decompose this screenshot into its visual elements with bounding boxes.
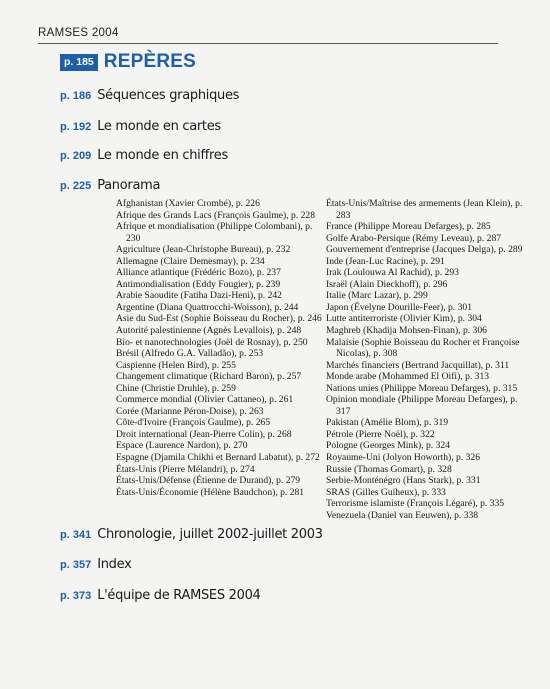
- toc-label: Index: [97, 557, 132, 572]
- panorama-entry[interactable]: Royaume-Uni (Jolyon Howorth), p. 326: [326, 452, 481, 464]
- panorama-entry[interactable]: États-Unis/Défense (Étienne de Durand), p. 279: [116, 475, 301, 487]
- toc-entry-index[interactable]: [60, 557, 131, 572]
- panorama-entry[interactable]: Russie (Thomas Gomart), p. 328: [326, 463, 452, 475]
- panorama-list-left: [116, 198, 326, 498]
- toc-page-number: p. 373: [60, 590, 92, 602]
- panorama-entry[interactable]: Bio- et nanotechnologies (Joël de Rosnay), p. 250: [116, 336, 308, 348]
- panorama-entry[interactable]: Inde (Jean-Luc Racine), p. 291: [326, 255, 445, 267]
- panorama-entry[interactable]: Antimondialisation (Eddy Fougier), p. 239: [116, 278, 281, 290]
- section-title: [60, 51, 196, 73]
- panorama-entry[interactable]: Agriculture (Jean-Christophe Bureau), p. 232: [116, 244, 291, 256]
- panorama-entry[interactable]: Chine (Christie Druhle), p. 259: [116, 382, 236, 394]
- panorama-entry[interactable]: Serbie-Monténégro (Hans Stark), p. 331: [326, 475, 481, 487]
- header-rule: [38, 43, 498, 44]
- toc-page-number: p. 192: [60, 121, 92, 133]
- panorama-entry[interactable]: Asie du Sud-Est (Sophie Boisseau du Rocher), p. 246: [116, 313, 322, 325]
- toc-label: Le monde en chiffres: [97, 148, 228, 163]
- panorama-entry[interactable]: Pakistan (Amélie Blom), p. 319: [326, 417, 449, 429]
- panorama-entry[interactable]: Caspienne (Helen Bird), p. 255: [116, 359, 236, 371]
- toc-label: L'équipe de RAMSES 2004: [97, 588, 261, 603]
- panorama-entry[interactable]: Afrique des Grands Lacs (François Gaulme), p. 228: [116, 209, 316, 221]
- toc-page-number: p. 225: [60, 180, 92, 192]
- panorama-entry[interactable]: Pétrole (Pierre Noël), p. 322: [326, 428, 435, 440]
- panorama-entry[interactable]: États-Unis/Économie (Hélène Baudchon), p. 281: [116, 486, 305, 498]
- panorama-entry[interactable]: Pologne (Georges Mink), p. 324: [326, 440, 450, 452]
- panorama-entry[interactable]: Gouvernement d'entreprise (Jacques Delga), p. 289: [326, 244, 523, 256]
- toc-label: Le monde en cartes: [97, 119, 221, 134]
- toc-entry-cartes[interactable]: [60, 119, 221, 134]
- panorama-entry[interactable]: Irak (Loulouwa Al Rachid), p. 293: [326, 267, 459, 279]
- toc-label: Chronologie, juillet 2002-juillet 2003: [97, 527, 323, 542]
- panorama-entry[interactable]: Terrorisme islamiste (François Légaré), p. 335: [326, 498, 505, 510]
- toc-page-number: p. 357: [60, 559, 92, 571]
- panorama-entry[interactable]: Autorité palestinienne (Agnès Levallois), p. 248: [116, 325, 302, 337]
- panorama-entry[interactable]: Espace (Laurence Nardon), p. 270: [116, 440, 248, 452]
- panorama-entry[interactable]: Arabie Saoudite (Fatiha Dazi-Heni), p. 242: [116, 290, 282, 302]
- panorama-entry[interactable]: Allemagne (Claire Demesmay), p. 234: [116, 255, 265, 267]
- panorama-list-right: [326, 198, 526, 521]
- title-label: REPÈRES: [103, 51, 196, 72]
- toc-page-number: p. 186: [60, 90, 92, 102]
- panorama-entry[interactable]: Afghanistan (Xavier Crombé), p. 226: [116, 198, 260, 209]
- panorama-entry[interactable]: Marchés financiers (Bertrand Jacquillat), p. 311: [326, 359, 510, 371]
- panorama-entry[interactable]: Afrique et mondialisation (Philippe Colombani), p. 230: [116, 221, 313, 244]
- panorama-entry[interactable]: Commerce mondial (Olivier Cattaneo), p. 261: [116, 394, 294, 406]
- panorama-entry[interactable]: États-Unis/Maîtrise des armements (Jean Klein), p. 283: [326, 198, 523, 221]
- panorama-entry[interactable]: États-Unis (Pierre Mélandri), p. 274: [116, 463, 255, 475]
- panorama-entry[interactable]: France (Philippe Moreau Defarges), p. 285: [326, 221, 491, 233]
- panorama-entry[interactable]: SRAS (Gilles Guiheux), p. 333: [326, 486, 446, 498]
- toc-page-number: p. 209: [60, 150, 92, 162]
- toc-page-number: p. 341: [60, 529, 92, 541]
- panorama-entry[interactable]: Golfe Arabo-Persique (Rémy Leveau), p. 287: [326, 232, 502, 244]
- panorama-entry[interactable]: Malaisie (Sophie Boisseau du Rocher et Françoise Nicolas), p. 308: [326, 336, 520, 360]
- toc-entry-equipe[interactable]: [60, 588, 261, 603]
- panorama-entry[interactable]: Lutte antiterroriste (Olivier Kim), p. 304: [326, 313, 482, 325]
- toc-label: Panorama: [97, 178, 161, 193]
- panorama-entry[interactable]: Côte-d'Ivoire (François Gaulme), p. 265: [116, 417, 271, 429]
- panorama-entry[interactable]: Droit international (Jean-Pierre Colin), p. 268: [116, 428, 292, 440]
- panorama-entry[interactable]: Monde arabe (Mohammed El Oifi), p. 313: [326, 371, 490, 383]
- panorama-entry[interactable]: Argentine (Diana Quattrocchi-Woisson), p. 244: [116, 301, 299, 313]
- panorama-entry[interactable]: Brésil (Alfredo G.A. Valladão), p. 253: [116, 348, 264, 360]
- panorama-entry[interactable]: Alliance atlantique (Frédéric Bozo), p. 237: [116, 267, 281, 279]
- panorama-entry[interactable]: Changement climatique (Richard Baron), p. 257: [116, 371, 302, 383]
- panorama-entry[interactable]: Japon (Évelyne Dourille-Feer), p. 301: [326, 301, 472, 313]
- toc-entry-chiffres[interactable]: [60, 148, 228, 163]
- panorama-entry[interactable]: Israël (Alain Dieckhoff), p. 296: [326, 278, 448, 290]
- toc-entry-panorama[interactable]: [60, 178, 160, 193]
- panorama-entry[interactable]: Italie (Marc Lazar), p. 299: [326, 290, 428, 302]
- toc-label: Séquences graphiques: [97, 88, 240, 103]
- panorama-entry[interactable]: Opinion mondiale (Philippe Moreau Defarges), p. 317: [326, 394, 518, 417]
- panorama-entry[interactable]: Nations unies (Philippe Moreau Defarges), p. 315: [326, 382, 518, 394]
- panorama-entry[interactable]: Corée (Marianne Péron-Doise), p. 263: [116, 405, 264, 417]
- panorama-entry[interactable]: Maghreb (Khadija Mohsen-Finan), p. 306: [326, 325, 487, 337]
- running-head: RAMSES 2004: [38, 27, 119, 39]
- title-page-number: p. 185: [60, 54, 98, 71]
- panorama-entry[interactable]: Venezuela (Daniel van Eeuwen), p. 338: [326, 509, 479, 521]
- panorama-entry[interactable]: Espagne (Djamila Chikhi et Bernard Labatut), p. 272: [116, 452, 320, 464]
- toc-entry-chronologie[interactable]: [60, 527, 323, 542]
- toc-entry-sequences[interactable]: [60, 88, 239, 103]
